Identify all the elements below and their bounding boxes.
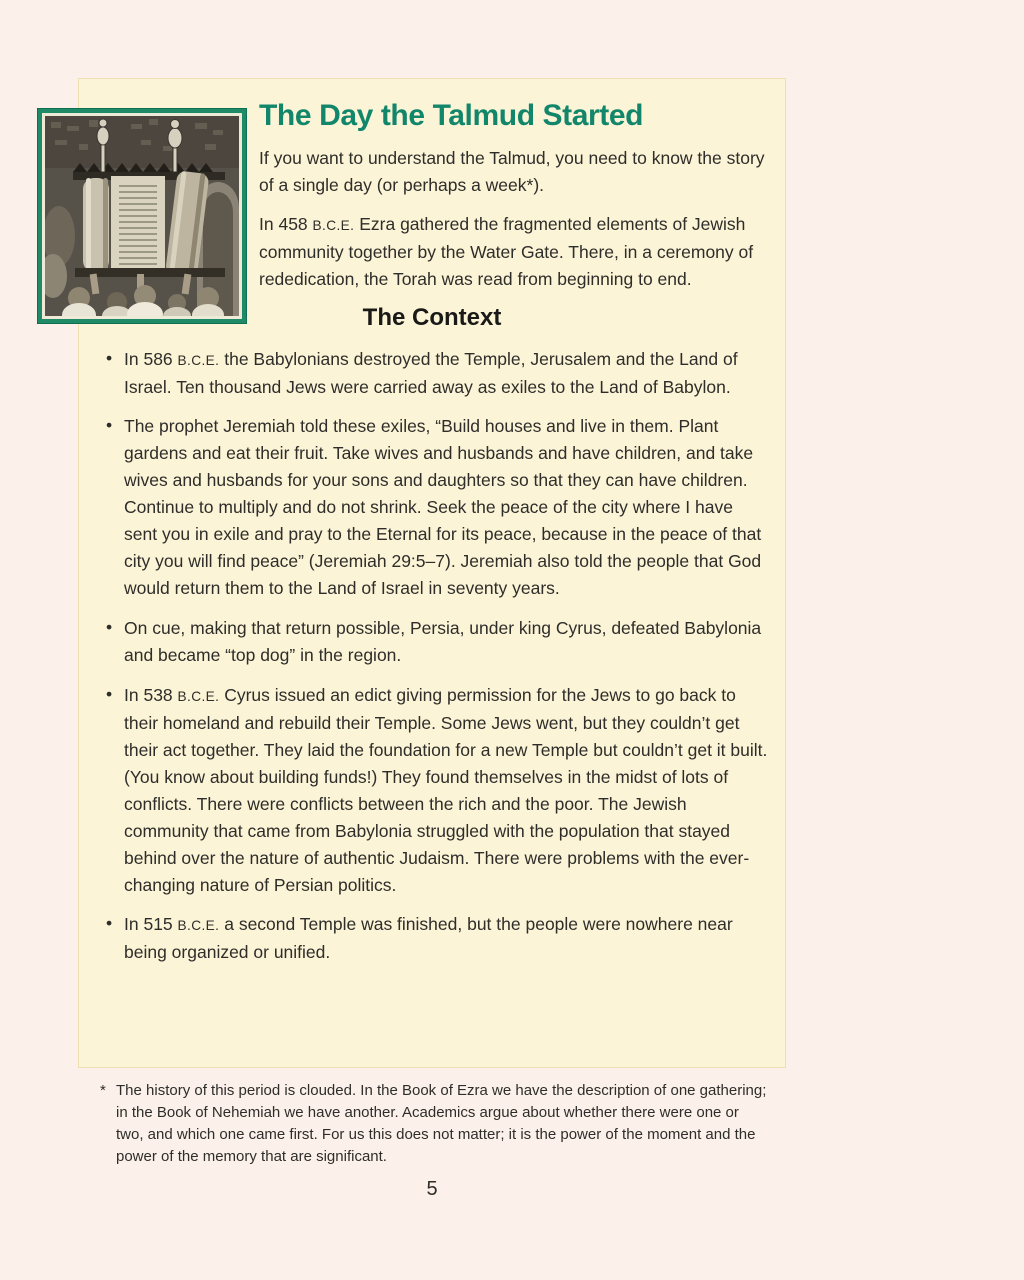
bullet-text — [124, 685, 767, 895]
era-abbreviation: B.C.E. — [177, 918, 220, 933]
bullet-dot: • — [106, 913, 113, 933]
intro-block — [259, 145, 769, 293]
bullet-dot: • — [106, 415, 113, 435]
footnote-marker: * — [100, 1082, 106, 1099]
bullet-item — [106, 413, 769, 603]
text-segment: Ezra gathered the fragmented elements of Jewish community together by the Water Gate. There, in a ceremony of rededication, the Torah was read from beginning to end. — [259, 214, 754, 289]
bullet-dot: • — [106, 348, 113, 368]
text-segment: In 515 — [124, 914, 178, 934]
footnote-text: The history of this period is clouded. In the Book of Ezra we have the description of one gathering; in the Book of Nehemiah we have another. Academics argue about whether there were one or two, and which one came first. For us this does not matter; it is the power of the moment and the power of the memory that are significant. — [116, 1082, 767, 1165]
text-segment: In 538 — [124, 685, 178, 705]
context-bullet-list — [106, 346, 769, 966]
text-segment: the Babylonians destroyed the Temple, Jerusalem and the Land of Israel. Ten thousand Jews were carried away as exiles to the Land of Babylon. — [124, 349, 738, 397]
bullet-text — [124, 349, 738, 397]
bullet-dot: • — [106, 617, 113, 637]
bullet-item — [106, 911, 769, 966]
era-abbreviation: B.C.E. — [177, 353, 220, 368]
intro-paragraph — [259, 145, 769, 200]
era-abbreviation: B.C.E. — [177, 689, 220, 704]
bullet-text — [124, 914, 733, 962]
text-segment: Cyrus issued an edict giving permission for the Jews to go back to their homeland and rebuild their Temple. Some Jews went, but they couldn’t get their act together. They laid the foundation for a new Temple but couldn’t get it built. (You know about building funds!) They found themselves in the midst of lots of conflicts. There were conflicts between the rich and the poor. The Jewish community that came from Babylonia struggled with the population that stayed behind over the nature of authentic Judaism. There were problems with the ever-changing nature of Persian politics. — [124, 685, 768, 895]
text-segment: The prophet Jeremiah told these exiles, “Build houses and live in them. Plant gardens and eat their fruit. Take wives and husbands and have children, and take wives and husbands for your sons and daughters so that they can have children. Continue to multiply and do not shrink. Seek the peace of the city where I have sent you in exile and pray to the Eternal for its peace, because in the peace of that city you will find peace” (Jeremiah 29:5–7). Jeremiah also told the people that God would return them to the Land of Israel in seventy years. — [124, 416, 762, 598]
footnote — [100, 1080, 770, 1168]
page-number: 5 — [426, 1178, 438, 1200]
intro-paragraph — [259, 211, 769, 293]
bullet-item — [106, 346, 769, 401]
section-heading: The Context — [362, 304, 502, 331]
bullet-dot: • — [106, 684, 113, 704]
era-abbreviation: B.C.E. — [312, 218, 355, 233]
text-segment: In 586 — [124, 349, 178, 369]
text-segment: If you want to understand the Talmud, you need to know the story of a single day (or perhaps a week*). — [259, 148, 765, 195]
bullet-text — [124, 416, 761, 598]
page-panel — [78, 78, 786, 1068]
text-segment: a second Temple was finished, but the people were nowhere near being organized or unified. — [124, 914, 733, 962]
torah-procession-photo — [45, 116, 239, 316]
bullet-item — [106, 615, 769, 670]
article-header — [259, 79, 769, 293]
text-segment: On cue, making that return possible, Persia, under king Cyrus, defeated Babylonia and became “top dog” in the region. — [124, 618, 762, 665]
text-segment: In 458 — [259, 214, 313, 234]
bullet-text — [124, 618, 761, 665]
bullet-item — [106, 682, 769, 899]
page-title: The Day the Talmud Started — [259, 99, 644, 132]
photo-frame — [38, 109, 246, 323]
